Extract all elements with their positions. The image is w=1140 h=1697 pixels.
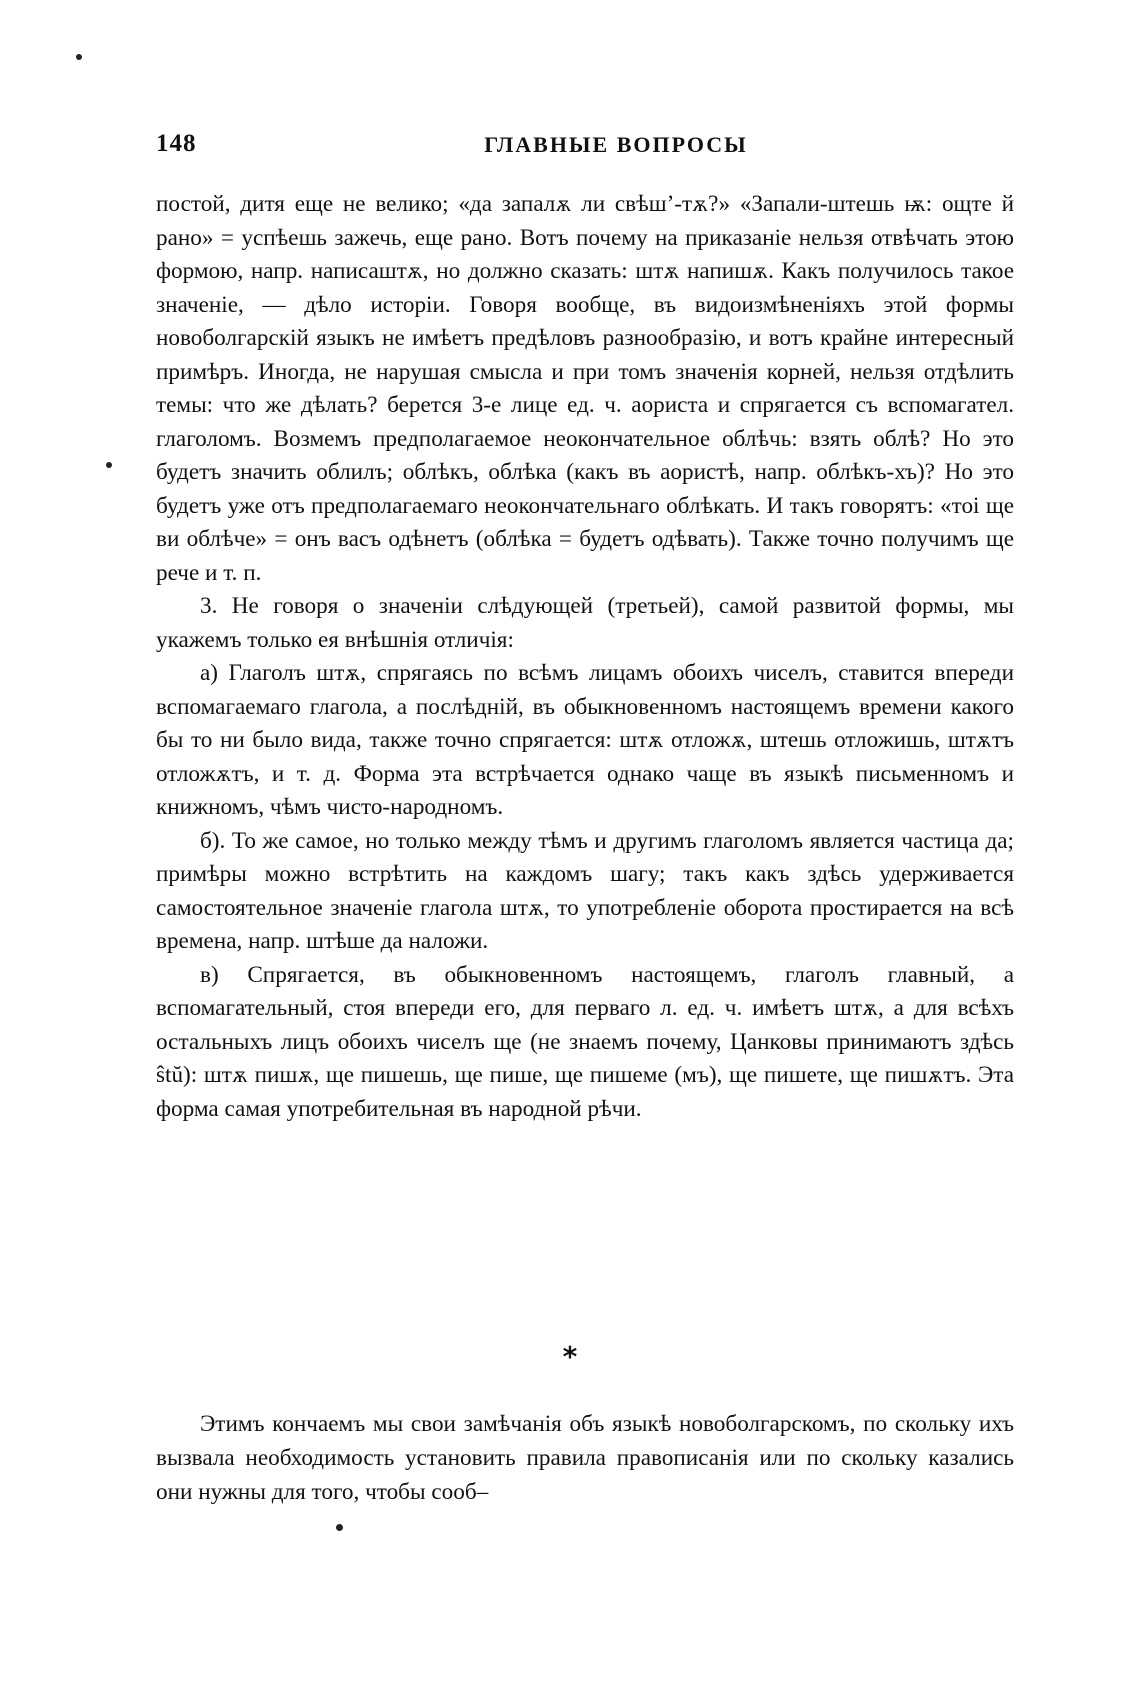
paragraph: б). То же самое, но только между тѣмъ и другимъ глаголомъ является частица да; примѣры можно встрѣтить на каждомъ шагу; такъ какъ здѣсь удерживается самостоятельное значеніе глагола штѫ, то употребленіе оборота простирается на всѣ времена, напр. штѣше да наложи. — [156, 827, 1014, 954]
page-header — [156, 130, 1014, 164]
main-text — [156, 188, 1014, 1126]
paragraph: постой, дитя еще не велико; «да запалѫ ли свѣш’-тѫ?» «Запали-штешь ѭ: ощте й рано» = успѣешь зажечь, еще рано. Вотъ почему на приказаніе нельзя отвѣчать этою формою, напр. написаштѫ, но должно сказать: штѫ напишѫ. Какъ получилось такое значеніе, — дѣло исторіи. Говоря вообще, въ видоизмѣненіяхъ этой формы новоболгарскій языкъ не имѣетъ предѣловъ разнообразію, и вотъ крайне интересный примѣръ. Иногда, не нарушая смысла и при томъ значенія корней, нельзя отдѣлить темы: что же дѣлать? берется 3-е лице ед. ч. аориста и спрягается съ вспомагател. глаголомъ. Возмемъ предполагаемое неокончательное облѣчь: взять облѣ? Но это будетъ значить облилъ; облѣкъ, облѣка (какъ въ аористѣ, напр. облѣкъ-хъ)? Но это будетъ уже отъ предполагаемаго неокончательнаго облѣкать. И такъ говорятъ: «тоі ще ви облѣче» = онъ васъ одѣнетъ (облѣка = будетъ одѣвать). Также точно получимъ ще рече и т. п. — [156, 191, 1014, 586]
speck-mark — [336, 1524, 343, 1531]
paragraph: а) Глаголъ штѫ, спрягаясь по всѣмъ лицамъ обоихъ чиселъ, ставится впереди вспомагаемаго глагола, а послѣдній, въ обыкновенномъ настоящемъ времени какого бы то ни было вида, также точно спрягается: штѫ отложѫ, штешь отложишь, штѫтъ отложѫтъ, и т. д. Форма эта встрѣчается однако чаще въ языкѣ письменномъ и книжномъ, чѣмъ чисто-народномъ. — [156, 660, 1014, 820]
speck-mark — [76, 54, 82, 60]
paragraph: 3. Не говоря о значеніи слѣдующей (третьей), самой развитой формы, мы укажемъ только ея внѣшнія отличія: — [156, 593, 1014, 653]
paragraph: в) Спрягается, въ обыкновенномъ настоящемъ, глаголъ главный, а вспомагательный, стоя впереди его, для перваго л. ед. ч. имѣетъ штѫ, а для всѣхъ остальныхъ лицъ обоихъ чиселъ ще (не знаемъ почему, Цанковы принимаютъ здѣсь ŝtŭ): штѫ пишѫ, ще пишешь, ще пише, ще пишеме (мъ), ще пишете, ще пишѫтъ. Эта форма самая употребительная въ народной рѣчи. — [156, 961, 1014, 1122]
page-number: 148 — [156, 130, 197, 157]
paragraph: Этимъ кончаемъ мы свои замѣчанія объ языкѣ новоболгарскомъ, по скольку ихъ вызвала необходимость установить правила правописанія или по скольку казались они нужны для того, чтобы сооб– — [156, 1411, 1014, 1505]
section-separator: * — [562, 1340, 578, 1373]
closing-text — [156, 1407, 1014, 1509]
running-head: ГЛАВНЫЕ ВОПРОСЫ — [484, 132, 748, 157]
speck-mark — [106, 462, 112, 468]
